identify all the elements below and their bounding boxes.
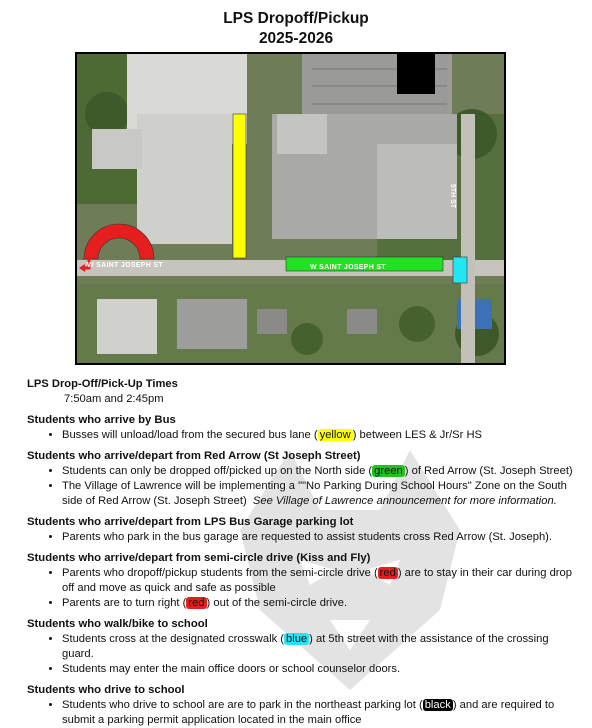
section-red-arrow — [27, 449, 577, 509]
highlight-blue: blue — [286, 633, 308, 645]
list-item: • Students may enter the main office doors or school counselor doors. — [62, 662, 577, 677]
highlight-red: red — [379, 567, 396, 579]
section-heading: Students who arrive/depart from Red Arrow (St Joseph Street) — [27, 450, 361, 462]
highlight-black: black — [424, 699, 451, 711]
highlight-red: red — [188, 597, 205, 609]
list-item: • Parents who park in the bus garage are requested to assist students cross Red Arrow (St. Joseph). — [62, 530, 577, 545]
street-label-mid: W SAINT JOSEPH ST — [310, 264, 386, 271]
section-heading: Students who drive to school — [27, 684, 185, 696]
aerial-map — [75, 52, 506, 365]
times-label: LPS Drop-Off/Pick-Up Times — [27, 378, 178, 390]
section-drive — [27, 683, 577, 728]
instructions — [27, 377, 577, 728]
list-item: • Parents who dropoff/pickup students from the semi-circle drive ( red ) are to stay in their car during drop off and move as quick and safe as possible — [62, 566, 577, 596]
highlight-yellow: yellow — [319, 429, 351, 441]
list-item: • Students who drive to school are are to park in the northeast parking lot ( black ) and are required to submit a parking permit application located in the main office — [62, 698, 577, 728]
page-subtitle-year: 2025-2026 — [258, 30, 334, 47]
section-garage — [27, 515, 577, 545]
section-walk — [27, 617, 577, 677]
section-heading: Students who walk/bike to school — [27, 618, 208, 630]
section-heading: Students who arrive/depart from semi-circle drive (Kiss and Fly) — [27, 552, 371, 564]
section-bus — [27, 413, 577, 443]
page-title: LPS Dropoff/Pickup — [223, 10, 369, 27]
section-semicircle — [27, 551, 577, 611]
highlight-green: green — [374, 465, 403, 477]
list-item: • The Village of Lawrence will be implementing a ""No Parking During School Hours" Zone on the South side of Red Arrow (St. Joseph Street) See Village of Lawrence announcement for more information. — [62, 479, 577, 509]
list-item: • Students can only be dropped off/picked up on the North side ( green ) of Red Arrow (St. Joseph Street) — [62, 464, 577, 479]
section-heading: Students who arrive by Bus — [27, 414, 176, 426]
street-label-vertical: 5TH ST — [449, 184, 456, 209]
list-item: • Students cross at the designated crosswalk ( blue ) at 5th street with the assistance of the crossing guard. — [62, 632, 577, 662]
list-item: • Busses will unload/load from the secured bus lane ( yellow ) between LES & Jr/Sr HS — [62, 428, 577, 443]
list-item: • Parents are to turn right ( red ) out of the semi-circle drive. — [62, 596, 577, 611]
street-label-left: W SAINT JOSEPH ST — [87, 262, 163, 269]
times-value: 7:50am and 2:45pm — [64, 393, 164, 405]
section-heading: Students who arrive/depart from LPS Bus Garage parking lot — [27, 516, 354, 528]
